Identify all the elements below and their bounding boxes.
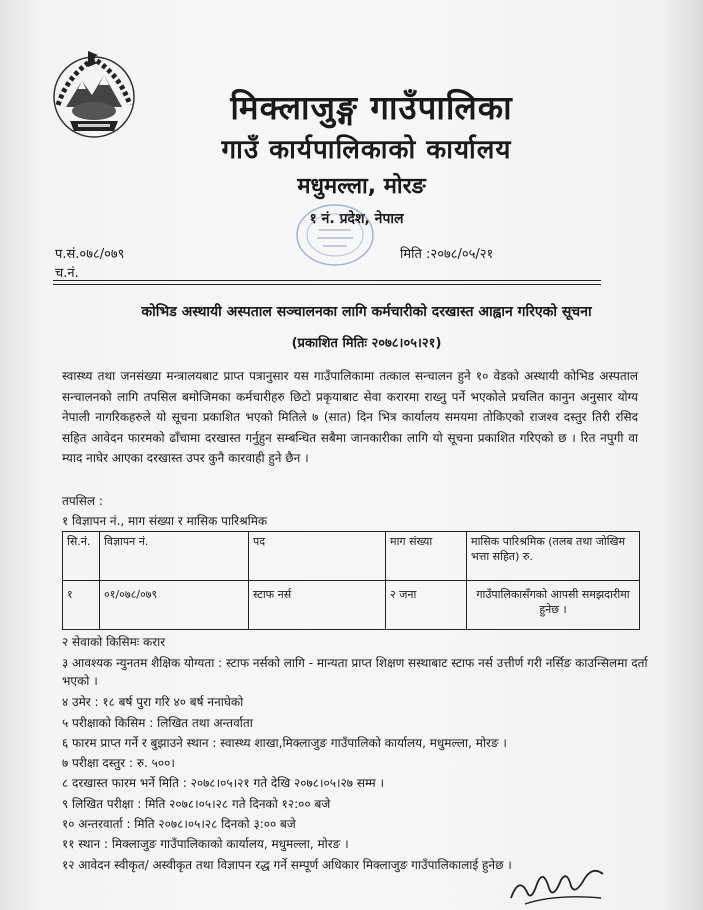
section-title: १ विज्ञापन नं., माग संख्या र मासिक पारिश्रमिक	[62, 514, 268, 528]
office-province: १ नं. प्रदेश, नेपाल	[309, 211, 404, 227]
list-item: १० अन्तरवार्ता : मिति २०७८।०५।२८ दिनको ३:०० बजे	[62, 817, 296, 832]
letter-date: मिति :२०७८/०५/२१	[400, 247, 494, 262]
reference-number: प.सं.०७८/०७९	[55, 247, 125, 262]
office-location: मधुमल्ला, मोरङ	[297, 174, 426, 199]
handwritten-signature	[505, 858, 610, 910]
list-item: ५ परीक्षाको किसिम : लिखित तथा अन्तर्वाता	[62, 715, 253, 730]
details-list	[62, 632, 652, 875]
column-header: मासिक पारिश्रमिक (तलब तथा जोखिम भत्ता सहित) रु.	[467, 532, 640, 581]
header-divider-second	[53, 284, 601, 285]
notice-paragraph: स्वास्थ्य तथा जनसंख्या मन्त्रालयबाट प्राप्त पत्रानुसार यस गाउँपालिकामा तत्काल सन्चालन हुने १० वेडको अस्थायी कोभिड अस्पताल सन्चालनको लागि तपसिल बमोजिमका कर्मचारीहरु छिटो प्रकृयाबाट सेवा करारमा राख्नु पर्ने भएकोले प्रचलित कानुन अनुसार योग्य नेपाली नागरिकहरुले यो सूचना प्रकाशित भएको मितिले ७ (सात) दिन भित्र कार्यालय समयमा तोकिएको राजश्व दस्तुर तिरी रसिद सहित आवेदन फारमको ढाँचामा दरखास्त गर्नुहुन सम्बन्धित सबैमा जानकारीका लागि यो सूचना प्रकाशित गरिएको छ । रित नपुगी वा म्याद नाघेर आएका दरखास्त उपर कुनै कारवाही हुने छैन ।	[62, 369, 638, 465]
table-row	[63, 581, 640, 630]
column-header: सि.नं.	[63, 532, 100, 581]
list-item: ११ स्थान : मिक्लाजुङ गाउँपालिकाको कार्यालय, मधुमल्ला, मोरङ ।	[62, 837, 349, 852]
list-item: ३ आवश्यक न्युनतम शैक्षिक योग्यता : स्टाफ नर्सको लागि - मान्यता प्राप्त शिक्षण सस्थाबाट स्टाफ नर्स उत्तीर्ण गरी नर्सिङ काउन्सिलमा दर्ता भएको ।	[62, 656, 648, 689]
list-item: ४ उमेर : १८ बर्ष पुरा गरि ४० बर्ष ननाघेको	[62, 695, 244, 710]
column-header: माग संख्या	[386, 532, 467, 581]
header-divider	[53, 280, 601, 281]
vacancy-table	[62, 531, 640, 630]
notice-subject: कोभिड अस्थायी अस्पताल सञ्चालनका लागि कर्मचारीको दरखास्त आह्वान गरिएको सूचना	[141, 304, 592, 320]
table-cell: १	[63, 581, 100, 630]
office-subtitle: गाउँ कार्यपालिकाको कार्यालय	[221, 135, 512, 165]
column-header: पद	[249, 532, 386, 581]
list-item: १२ आवेदन स्वीकृत/ अस्वीकृत तथा विज्ञापन रद्ध गर्ने सम्पूर्ण अधिकार मिक्लाजुङ गाउँपालिकालाई हुनेछ ।	[62, 857, 512, 872]
list-item: ६ फारम प्राप्त गर्ने र बुझाउने स्थान : स्वास्थ्य शाखा,मिक्लाजुङ गाउँपालिको कार्यालय, मधुमल्ला, मोरङ ।	[62, 735, 507, 750]
list-item: २ सेवाको किसिमः करार	[62, 635, 166, 649]
list-item: ८ दरखास्त फारम भर्ने मिति : २०७८।०५।२१ गते देखि २०७८।०५।२७ सम्म ।	[62, 776, 385, 791]
table-cell: २ जना	[386, 581, 467, 630]
office-seal-stamp	[293, 200, 377, 270]
list-item: ७ परीक्षा दस्तुर : रु. ५००।	[62, 756, 175, 771]
list-item: ९ लिखित परीक्षा : मिति २०७८।०५।२८ गते दिनको १२:०० बजे	[62, 796, 331, 811]
table-header-row	[63, 532, 640, 581]
table-cell: स्टाफ नर्स	[249, 581, 386, 630]
dispatch-number: च.नं.	[55, 266, 79, 281]
details-label: तपसिल :	[62, 494, 103, 508]
office-title: मिक्लाजुङ्ग गाउँपालिका	[230, 88, 513, 127]
table-cell: गाउँपालिकासँगको आपसी समझदारीमा हुनेछ ।	[467, 581, 640, 630]
published-date: (प्रकाशित मितिः २०७८।०५।२१)	[291, 336, 442, 351]
table-cell: ०१/०७८/०७९	[100, 581, 249, 630]
column-header: विज्ञापन नं.	[100, 532, 249, 581]
